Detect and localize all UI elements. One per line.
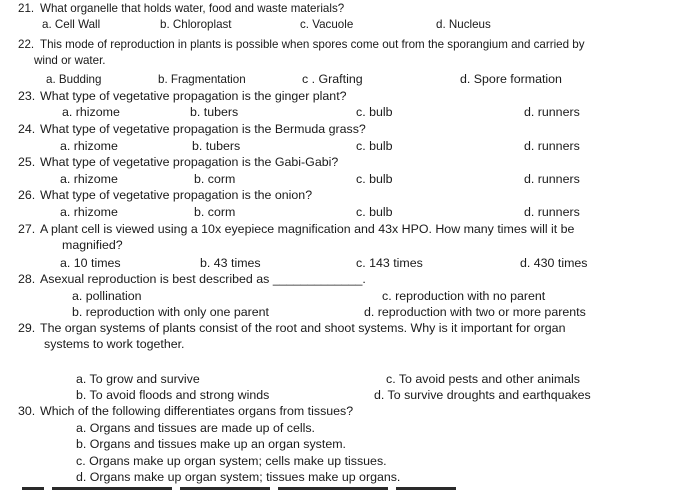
question-29: 29. The organ systems of plants consist of the root and shoot systems. Why is it important for organ [18,321,566,335]
option-30-c: c. Organs make up organ system; cells make up tissues. [76,454,387,468]
question-text: What type of vegetative propagation is the onion? [40,188,313,202]
question-30: 30. Which of the following differentiates organs from tissues? [18,404,354,418]
option-22-d: d. Spore formation [460,72,562,86]
option-27-a: a. 10 times [60,256,121,270]
option-25-c: c. bulb [356,172,393,186]
option-30-b: b. Organs and tissues make up an organ system. [76,437,346,451]
option-29-b: b. To avoid floods and strong winds [76,388,270,402]
option-23-a: a. rhizome [62,105,120,119]
question-text: What type of vegetative propagation is the Bermuda grass? [40,122,366,136]
option-21-d: d. Nucleus [436,18,491,31]
question-text: What type of vegetative propagation is the Gabi-Gabi? [40,155,339,169]
question-25: 25. What type of vegetative propagation is the Gabi-Gabi? [18,155,339,169]
option-24-a: a. rhizome [60,139,118,153]
question-text: Asexual reproduction is best described as [40,272,270,286]
option-28-b: b. reproduction with only one parent [72,305,269,319]
question-27: 27. A plant cell is viewed using a 10x eyepiece magnification and 43x HPO. How many times will it be [18,222,575,236]
question-23: 23. What type of vegetative propagation is the ginger plant? [18,89,347,103]
option-27-d: d. 430 times [520,256,588,270]
question-22: 22. This mode of reproduction in plants is possible when spores come out from the sporangium and carried by [18,38,585,51]
option-26-b: b. corm [194,205,236,219]
option-25-b: b. corm [194,172,236,186]
option-27-b: b. 43 times [200,256,261,270]
question-27-continued: magnified? [62,238,123,252]
option-29-c: c. To avoid pests and other animals [386,372,581,386]
option-21-a: a. Cell Wall [42,18,101,31]
option-28-a: a. pollination [72,289,142,303]
option-30-a: a. Organs and tissues are made up of cells. [76,421,315,435]
cropped-next-line [14,483,574,495]
option-22-c: c . Grafting [302,72,363,86]
question-text: This mode of reproduction in plants is possible when spores come out from the sporangium and carried by [40,38,585,51]
option-23-c: c. bulb [356,105,393,119]
option-23-b: b. tubers [190,105,239,119]
option-27-c: c. 143 times [356,256,423,270]
option-29-a: a. To grow and survive [76,372,200,386]
question-29-continued: systems to work together. [44,337,185,351]
option-21-c: c. Vacuole [300,18,354,31]
option-21-b: b. Chloroplast [160,18,232,31]
option-25-d: d. runners [524,172,580,186]
option-25-a: a. rhizome [60,172,118,186]
option-23-d: d. runners [524,105,580,119]
question-text: Which of the following differentiates organs from tissues? [40,404,354,418]
question-22-continued: wind or water. [34,54,106,67]
question-text: What type of vegetative propagation is the ginger plant? [40,89,347,103]
option-28-d: d. reproduction with two or more parents [364,305,586,319]
question-24: 24. What type of vegetative propagation is the Bermuda grass? [18,122,366,136]
question-text: What organelle that holds water, food and waste materials? [40,2,345,15]
option-22-a: a. Budding [46,73,102,86]
question-28: 28. Asexual reproduction is best described as _____________. [18,272,366,286]
answer-blank: _____________. [272,272,366,286]
option-24-b: b. tubers [192,139,241,153]
option-28-c: c. reproduction with no parent [382,289,546,303]
option-24-d: d. runners [524,139,580,153]
option-26-d: d. runners [524,205,580,219]
option-22-b: b. Fragmentation [158,73,246,86]
question-26: 26. What type of vegetative propagation is the onion? [18,188,313,202]
option-26-c: c. bulb [356,205,393,219]
option-24-c: c. bulb [356,139,393,153]
question-text: A plant cell is viewed using a 10x eyepiece magnification and 43x HPO. How many times will it be [40,222,575,236]
option-29-d: d. To survive droughts and earthquakes [374,388,591,402]
option-30-d: d. Organs make up organ system; tissues make up organs. [76,470,401,484]
question-21: 21. What organelle that holds water, food and waste materials? [18,2,345,15]
option-26-a: a. rhizome [60,205,118,219]
question-text: The organ systems of plants consist of the root and shoot systems. Why is it important for organ [40,321,566,335]
